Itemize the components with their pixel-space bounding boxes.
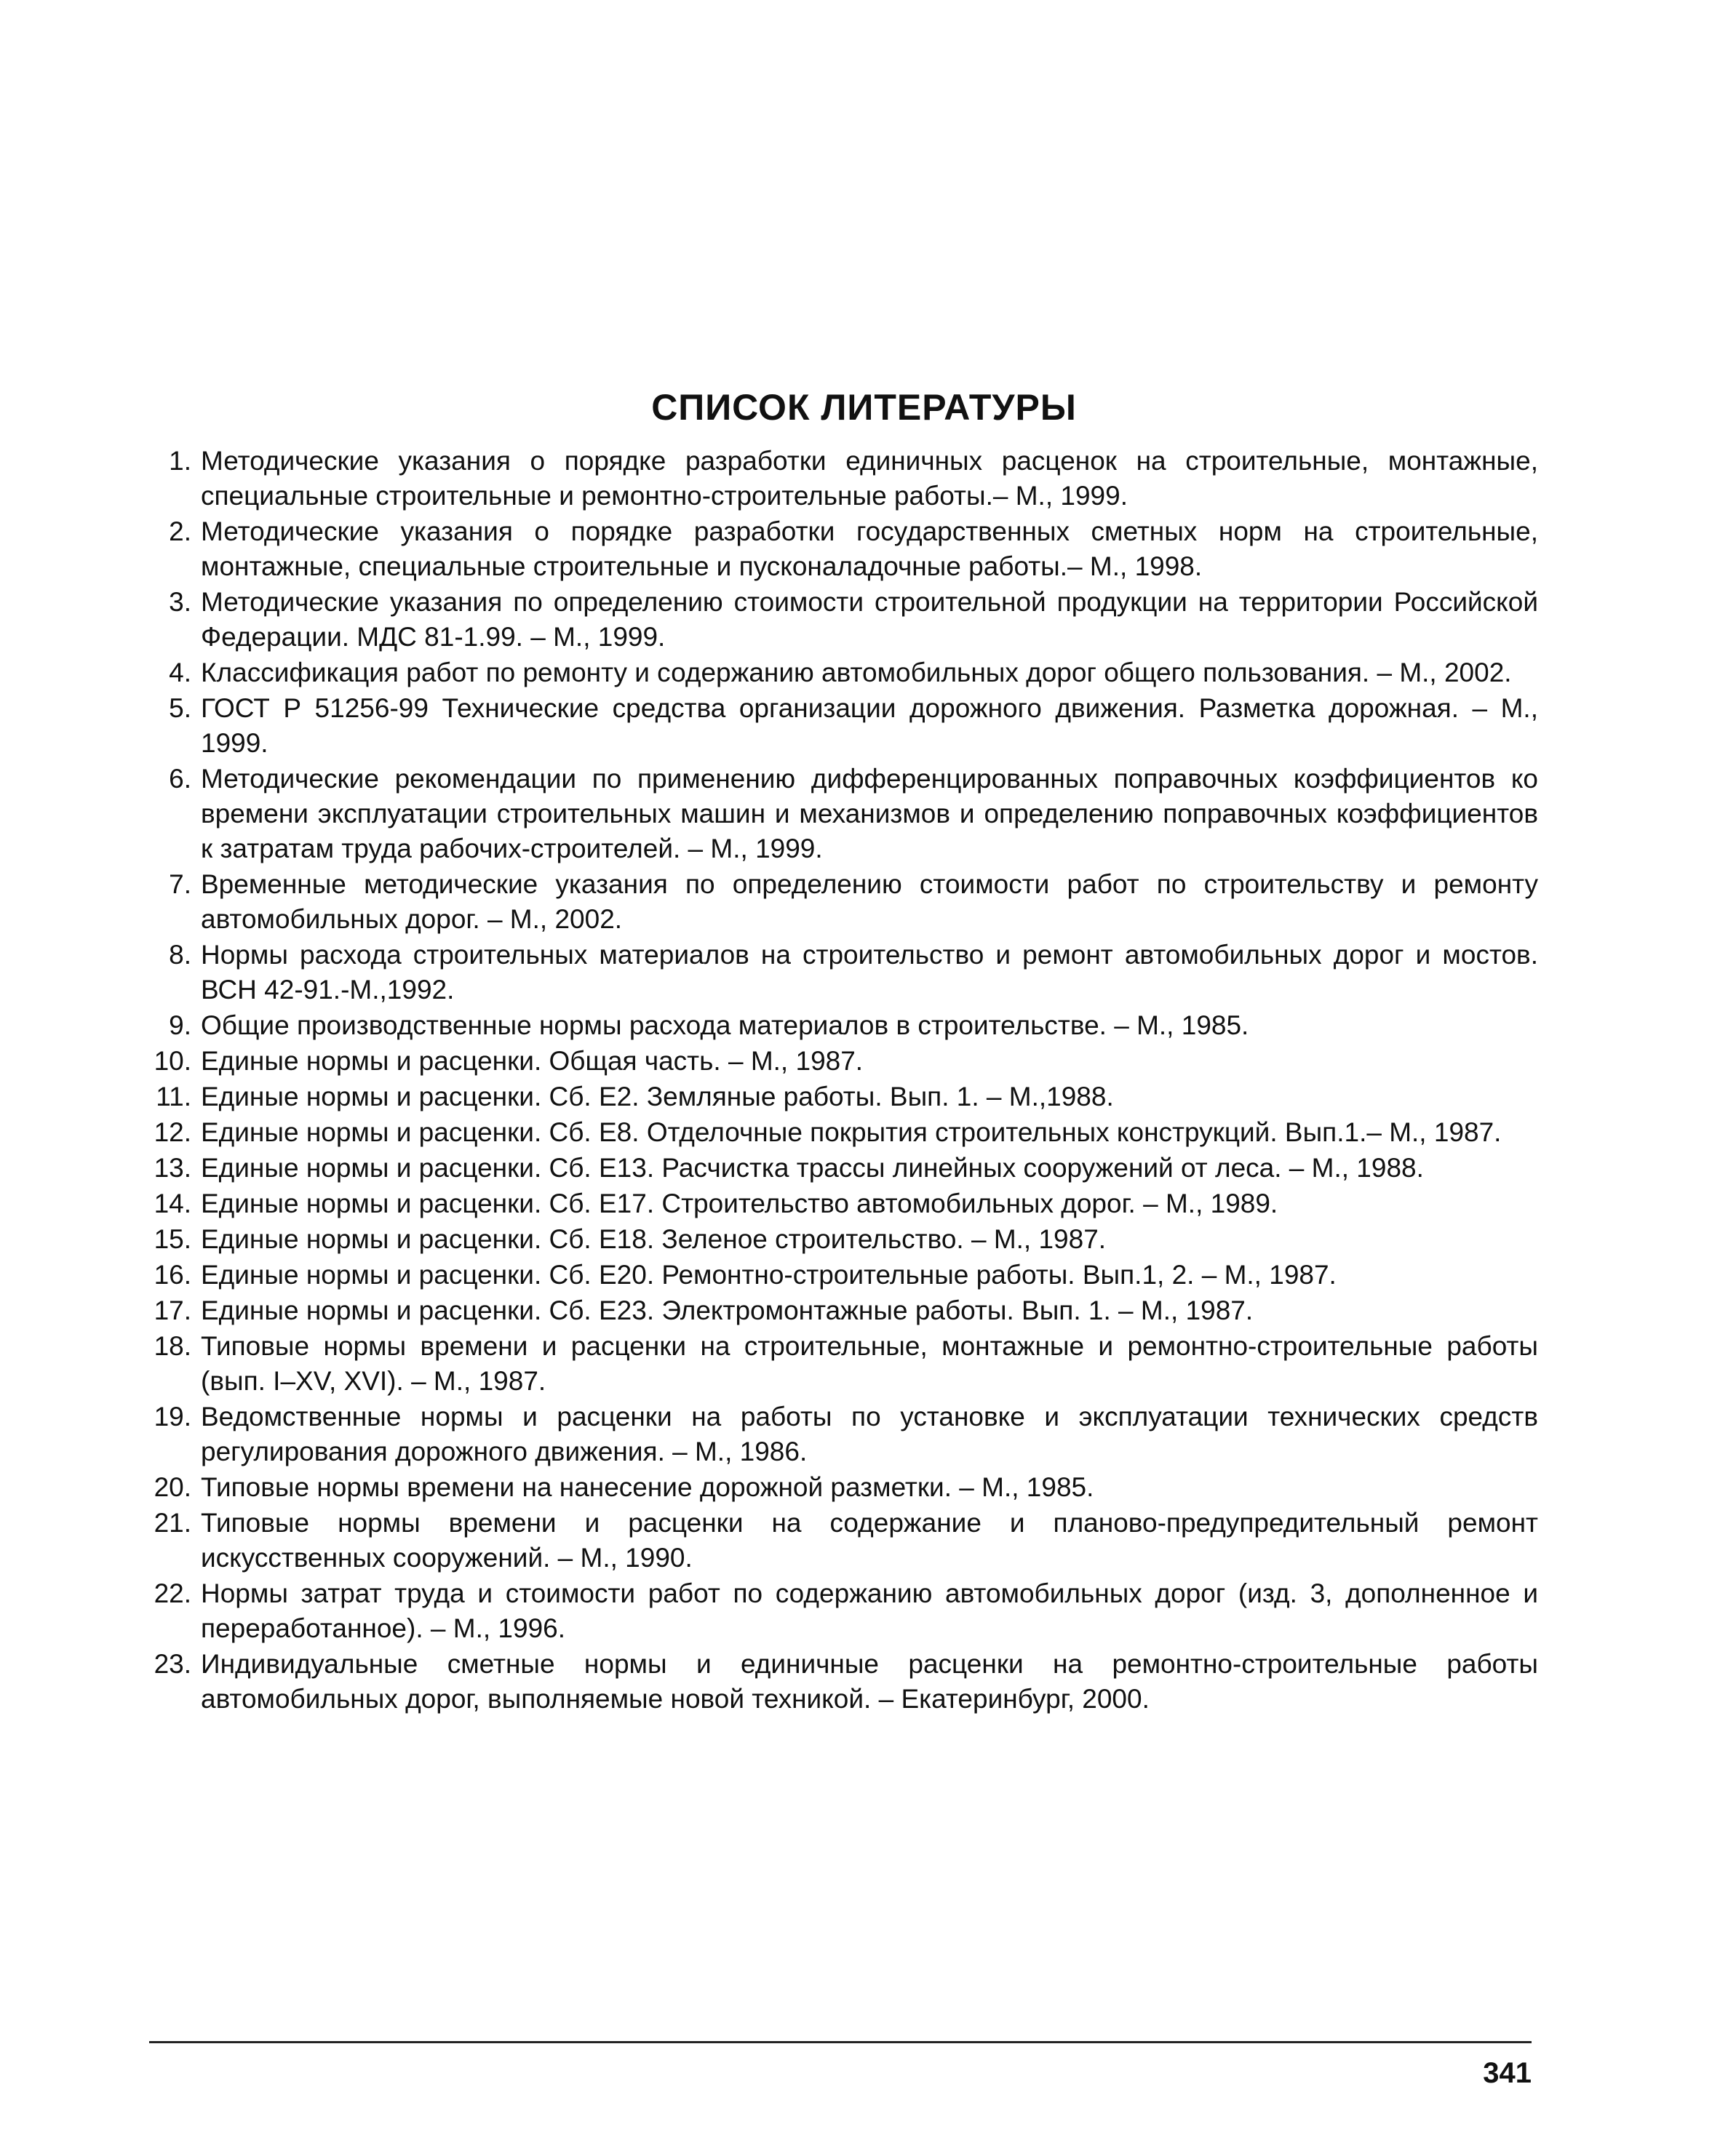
reference-text: Типовые нормы времени на нанесение дорожной разметки. – М., 1985. [201, 1472, 1094, 1502]
reference-number: 17. [154, 1295, 191, 1325]
reference-number: 10. [154, 1046, 191, 1076]
footer-divider [149, 2041, 1532, 2043]
reference-text: Типовые нормы времени и расценки на содержание и планово-предупредительный ремонт искусственных сооружений. – М., 1990. [201, 1508, 1538, 1573]
reference-text: Общие производственные нормы расхода материалов в строительстве. – М., 1985. [201, 1010, 1249, 1040]
reference-item [143, 514, 1538, 584]
reference-number: 5. [169, 693, 191, 723]
reference-item [143, 1293, 1538, 1328]
reference-item [143, 762, 1538, 866]
reference-text: Временные методические указания по определению стоимости работ по строительству и ремонту автомобильных дорог. – М., 2002. [201, 869, 1538, 934]
reference-item [143, 1079, 1538, 1114]
reference-text: Методические рекомендации по применению дифференцированных поправочных коэффициентов ко времени эксплуатации строительных машин и механизмов и определению поправочных коэффициентов к затратам труда рабочих-строителей. – М., 1999. [201, 764, 1538, 863]
reference-item [143, 1400, 1538, 1469]
reference-number: 3. [169, 587, 191, 617]
page-title: СПИСОК ЛИТЕРАТУРЫ [651, 387, 1077, 428]
reference-text: Индивидуальные сметные нормы и единичные расценки на ремонтно-строительные работы автомобильных дорог, выполняемые новой техникой. – Екатеринбург, 2000. [201, 1649, 1538, 1714]
reference-item [143, 1151, 1538, 1186]
reference-item [143, 1647, 1538, 1717]
reference-number: 18. [154, 1331, 191, 1361]
reference-item [143, 1008, 1538, 1043]
reference-text: Нормы затрат труда и стоимости работ по содержанию автомобильных дорог (изд. 3, дополненное и переработанное). – М., 1996. [201, 1578, 1538, 1643]
reference-text: Единые нормы и расценки. Сб. Е18. Зеленое строительство. – М., 1987. [201, 1224, 1107, 1254]
reference-item [143, 938, 1538, 1007]
reference-number: 1. [169, 446, 191, 476]
reference-text: Единые нормы и расценки. Сб. Е17. Строительство автомобильных дорог. – М., 1989. [201, 1189, 1278, 1218]
reference-number: 22. [154, 1578, 191, 1608]
reference-number: 20. [154, 1472, 191, 1502]
reference-number: 11. [156, 1082, 191, 1111]
reference-item [143, 655, 1538, 690]
reference-item [143, 1329, 1538, 1399]
reference-number: 14. [154, 1189, 191, 1218]
reference-number: 13. [154, 1153, 191, 1183]
reference-text: Единые нормы и расценки. Сб. Е20. Ремонтно-строительные работы. Вып.1, 2. – М., 1987. [201, 1260, 1337, 1290]
reference-item [143, 444, 1538, 514]
reference-list [143, 444, 1538, 1717]
reference-number: 4. [169, 658, 191, 687]
reference-number: 8. [169, 940, 191, 970]
reference-item [143, 1506, 1538, 1576]
reference-item [143, 585, 1538, 655]
reference-number: 16. [154, 1260, 191, 1290]
reference-text: Классификация работ по ремонту и содержанию автомобильных дорог общего пользования. – М., 2002. [201, 658, 1512, 687]
reference-text: Ведомственные нормы и расценки на работы по установке и эксплуатации технических средств регулирования дорожного движения. – М., 1986. [201, 1402, 1538, 1466]
reference-text: Единые нормы и расценки. Сб. Е13. Расчистка трассы линейных сооружений от леса. – М., 1988. [201, 1153, 1424, 1183]
reference-text: Типовые нормы времени и расценки на строительные, монтажные и ремонтно-строительные работы (вып. I–XV, XVI). – М., 1987. [201, 1331, 1538, 1396]
reference-text: Единые нормы и расценки. Сб. Е2. Земляные работы. Вып. 1. – М.,1988. [201, 1082, 1114, 1111]
reference-item [143, 1186, 1538, 1221]
reference-item [143, 1576, 1538, 1646]
reference-item [143, 1258, 1538, 1293]
reference-text: ГОСТ Р 51256-99 Технические средства организации дорожного движения. Разметка дорожная. – М., 1999. [201, 693, 1538, 758]
reference-item [143, 1044, 1538, 1079]
reference-item [143, 1470, 1538, 1505]
reference-item [143, 691, 1538, 761]
reference-item [143, 867, 1538, 937]
reference-number: 23. [154, 1649, 191, 1679]
reference-number: 19. [154, 1402, 191, 1432]
reference-text: Единые нормы и расценки. Сб. Е23. Электромонтажные работы. Вып. 1. – М., 1987. [201, 1295, 1254, 1325]
reference-item [143, 1115, 1538, 1150]
reference-text: Единые нормы и расценки. Сб. Е8. Отделочные покрытия строительных конструкций. Вып.1.– М., 1987. [201, 1117, 1502, 1147]
reference-number: 2. [169, 516, 191, 546]
reference-number: 7. [169, 869, 191, 899]
page-number: 341 [1483, 2057, 1532, 2089]
reference-text: Методические указания о порядке разработки государственных сметных норм на строительные, монтажные, специальные строительные и пусконаладочные работы.– М., 1998. [201, 516, 1538, 581]
reference-text: Единые нормы и расценки. Общая часть. – М., 1987. [201, 1046, 864, 1076]
reference-number: 21. [154, 1508, 191, 1538]
reference-number: 6. [169, 764, 191, 794]
reference-number: 15. [154, 1224, 191, 1254]
reference-item [143, 1222, 1538, 1257]
reference-text: Методические указания по определению стоимости строительной продукции на территории Российской Федерации. МДС 81-1.99. – М., 1999. [201, 587, 1538, 652]
reference-text: Нормы расхода строительных материалов на строительство и ремонт автомобильных дорог и мостов. ВСН 42-91.-М.,1992. [201, 940, 1538, 1005]
reference-text: Методические указания о порядке разработки единичных расценок на строительные, монтажные, специальные строительные и ремонтно-строительные работы.– М., 1999. [201, 446, 1538, 511]
reference-number: 12. [154, 1117, 191, 1147]
reference-number: 9. [169, 1010, 191, 1040]
